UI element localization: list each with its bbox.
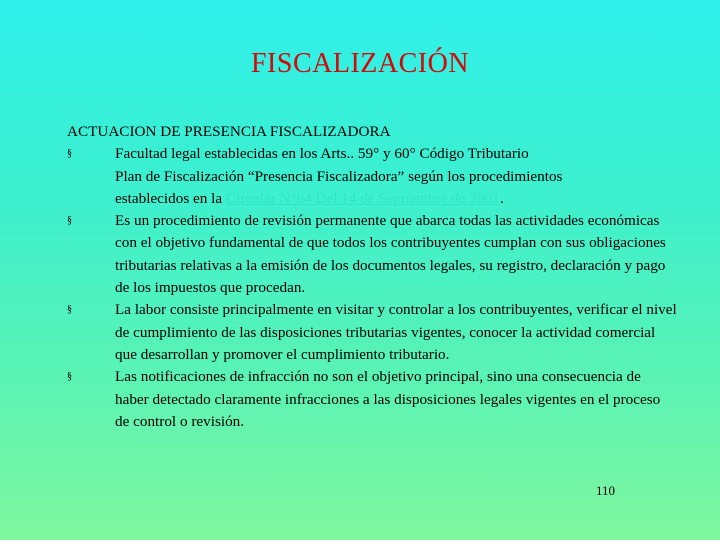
bullet-item-1	[67, 143, 677, 210]
bullet-icon: §	[67, 215, 72, 227]
bullet-3-text: La labor consiste principalmente en visitar y controlar a los contribuyentes, verificar el nivel de cumplimiento de las disposiciones tributarias vigentes, conocer la actividad comercial que desarrollan y promover el cumplimiento tributario.	[115, 301, 677, 363]
bullet-icon: §	[67, 371, 72, 383]
circular-link[interactable]: Circular N°64 Del 14 de Septiembre de 2001	[225, 189, 500, 207]
slide-body	[67, 121, 677, 433]
bullet-1-line-1: Facultad legal establecidas en los Arts.. 59° y 60° Código Tributario	[115, 145, 529, 163]
bullet-1-line-3-suffix: .	[499, 189, 504, 207]
bullet-item-3	[67, 299, 677, 366]
bullet-icon: §	[67, 304, 72, 316]
section-heading: ACTUACION DE PRESENCIA FISCALIZADORA	[67, 123, 391, 140]
bullet-icon: §	[67, 148, 72, 160]
bullet-item-2	[67, 210, 677, 299]
bullet-1-line-3	[115, 188, 677, 210]
bullet-1-line-3-prefix: establecidos en la	[115, 189, 226, 207]
page-number: 110	[596, 483, 616, 498]
bullet-1-line-2: Plan de Fiscalización “Presencia Fiscalizadora” según los procedimientos	[115, 167, 563, 185]
slide-title: FISCALIZACIÓN	[250, 48, 470, 79]
bullet-item-4	[67, 366, 677, 433]
bullet-2-text: Es un procedimiento de revisión permanente que abarca todas las actividades económicas con el objetivo fundamental de que todos los contribuyentes cumplan con sus obligaciones tributarias relativas a la emisión de los documentos legales, su registro, declaración y pago de los impuestos que procedan.	[115, 212, 666, 297]
bullet-4-text: Las notificaciones de infracción no son el objetivo principal, sino una consecuencia de haber detectado claramente infracciones a las disposiciones legales vigentes en el proceso de control o revisión.	[115, 368, 661, 430]
